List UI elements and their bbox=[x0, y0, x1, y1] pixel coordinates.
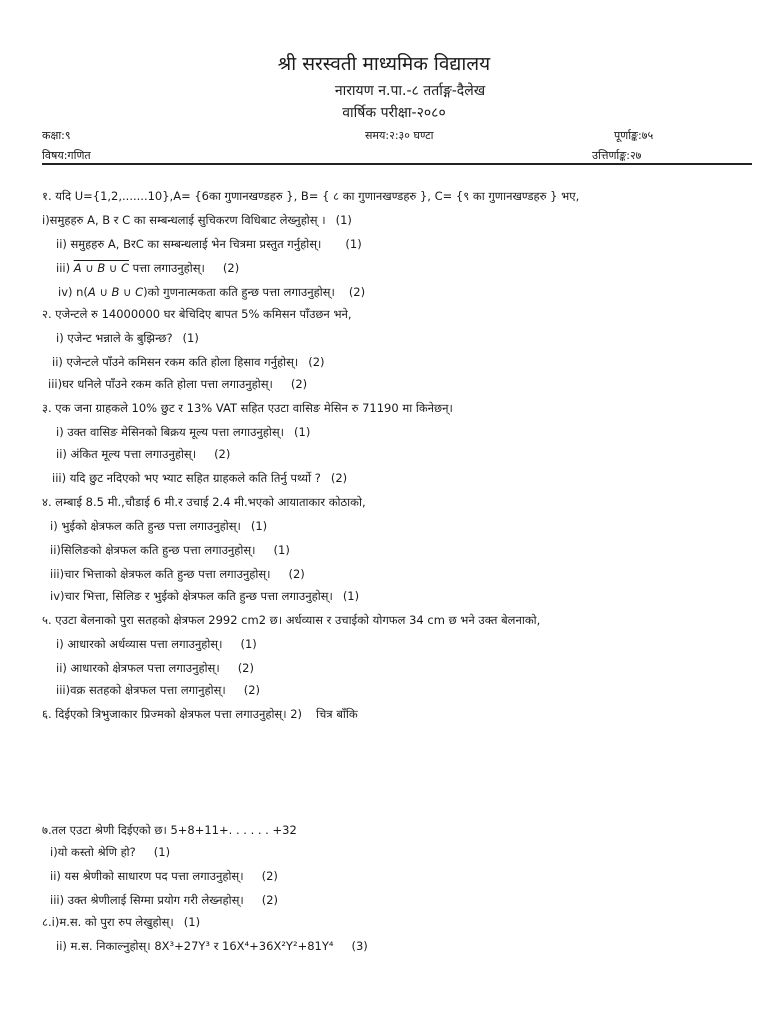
q1-stem: १. यदि U={1,2,.......10},A= {6का गुणानखण्डहरु }, B= { ८ का गुणानखण्डहरु }, C= {९ का गुणानखण्डहरु } भए, bbox=[42, 189, 580, 203]
q4-part-iv-text: iv)चार भित्ता, सिलिङ र भुईको क्षेत्रफल कति हुन्छ पत्ता लगाउनुहोस्। bbox=[50, 589, 333, 603]
q4-part-iv-marks: (1) bbox=[342, 589, 360, 603]
q2-part-i-text: i) एजेन्ट भन्नाले के बुझिन्छ? bbox=[56, 331, 173, 345]
q4-part-i-text: i) भुईको क्षेत्रफल कति हुन्छ पत्ता लगाउनुहोस्। bbox=[50, 519, 241, 533]
q2-stem: २. एजेन्टले रु 14000000 घर बेचिदिए बापत 5% कमिसन पाँउछन भने, bbox=[42, 307, 352, 321]
q2-part-ii-text: ii) एजेन्टले पाँउने कमिसन रकम कति होला हिसाव गर्नुहोस्। bbox=[52, 355, 299, 369]
q1-part-iv-marks: (2) bbox=[348, 285, 366, 299]
q1-part-iii-text: पत्ता लगाउनुहोस्। bbox=[132, 261, 205, 275]
q2-part-iii bbox=[48, 376, 307, 392]
q8-stem bbox=[42, 914, 200, 930]
q4-part-ii-marks: (1) bbox=[273, 543, 290, 557]
q7-part-ii-text: ii) यस श्रेणीको साधारण पद पत्ता लगाउनुहोस्। bbox=[50, 869, 244, 883]
q7-part-i bbox=[50, 844, 170, 860]
q1-part-iii-marks: (2) bbox=[222, 261, 240, 275]
q2-part-ii bbox=[52, 354, 325, 370]
q4-part-ii bbox=[50, 542, 290, 558]
q4-part-i bbox=[50, 518, 267, 534]
q2-part-i-marks: (1) bbox=[182, 331, 199, 345]
q1-part-i bbox=[42, 212, 352, 228]
q1-part-i-marks: (1) bbox=[335, 213, 352, 227]
q3-part-iii bbox=[52, 470, 347, 486]
q5-part-i bbox=[56, 636, 257, 652]
q1-part-ii-text: ii) समुहहरु A, BरC का सम्बन्धलाई भेन चित्रमा प्रस्तुत गर्नुहोस्। bbox=[56, 237, 322, 251]
q8-stem-text: ८.i)म.स. को पुरा रुप लेखुहोस्। bbox=[42, 915, 174, 929]
time-label: समय:२:३० घण्टा bbox=[365, 129, 434, 142]
q1-part-iv-label: iv) n( bbox=[58, 285, 88, 299]
q5-part-i-text: i) आधारको अर्धव्यास पत्ता लगाउनुहोस्। bbox=[56, 637, 223, 651]
q6-figure-pending: चित्र बाँकि bbox=[316, 707, 358, 721]
q8-stem-marks: (1) bbox=[183, 915, 201, 929]
q4-part-ii-text: ii)सिलिङको क्षेत्रफल कति हुन्छ पत्ता लगाउनुहोस्। bbox=[50, 543, 256, 557]
q3-part-i-text: i) उक्त वासिङ मेसिनको बिक्रय मूल्य पत्ता लगाउनुहोस्। bbox=[56, 425, 285, 439]
q6-stem-text: ६. दिईएको त्रिभुजाकार प्रिज्मको क्षेत्रफल पत्ता लगाउनुहोस्। 2) bbox=[42, 707, 303, 721]
q1-part-iv-text: )को गुणनात्मकता कति हुन्छ पत्ता लगाउनुहोस्। bbox=[143, 285, 335, 299]
school-name: श्री सरस्वती माध्यमिक विद्यालय bbox=[277, 53, 491, 75]
q8-part-ii bbox=[56, 938, 368, 954]
q5-stem: ५. एउटा बेलनाको पुरा सतहको क्षेत्रफल 2992 cm2 छ। अर्धव्यास र उचाईको योगफल 34 cm छ भने उक्त बेलनाको, bbox=[42, 613, 541, 627]
q5-part-ii-text: ii) आधारको क्षेत्रफल पत्ता लगाउनुहोस्। bbox=[56, 661, 220, 675]
q1-part-ii bbox=[56, 236, 362, 252]
q7-part-iii-text: iii) उक्त श्रेणीलाई सिग्मा प्रयोग गरी लेख्नहोस्। bbox=[50, 893, 244, 907]
q4-part-iv bbox=[50, 588, 359, 604]
q7-part-i-marks: (1) bbox=[153, 845, 171, 859]
q7-part-i-text: i)यो कस्तो श्रेणि हो? bbox=[50, 845, 136, 859]
q4-stem: ४. लम्बाई 8.5 मी.,चौडाई 6 मी.र उचाई 2.4 मी.भएको आयाताकार कोठाको, bbox=[42, 495, 366, 509]
full-marks-label: पूर्णाङ्क:७५ bbox=[614, 129, 654, 142]
q7-part-iii-marks: (2) bbox=[261, 893, 279, 907]
q5-part-ii bbox=[56, 660, 254, 676]
subject-label: विषय:गणित bbox=[42, 149, 91, 162]
q2-part-iii-marks: (2) bbox=[290, 377, 308, 391]
q7-part-ii bbox=[50, 868, 278, 884]
q7-part-ii-marks: (2) bbox=[261, 869, 278, 883]
q3-part-ii bbox=[56, 446, 230, 462]
q5-part-iii-text: iii)वक्र सतहको क्षेत्रफल पत्ता लगानुहोस्। bbox=[56, 683, 226, 697]
q3-part-i bbox=[56, 424, 310, 440]
q2-part-ii-marks: (2) bbox=[308, 355, 325, 369]
q1-part-iv bbox=[58, 284, 365, 300]
q3-part-iii-text: iii) यदि छुट नदिएको भए भ्याट सहित ग्राहकले कति तिर्नु पर्थ्यो ? bbox=[52, 471, 321, 485]
exam-title: वार्षिक परीक्षा-२०८० bbox=[342, 105, 446, 121]
q1-part-iii bbox=[56, 260, 239, 276]
q1-part-iii-label: iii) bbox=[56, 261, 71, 275]
q1-part-ii-marks: (1) bbox=[345, 237, 362, 251]
q5-part-ii-marks: (2) bbox=[237, 661, 254, 675]
q3-part-ii-marks: (2) bbox=[214, 447, 231, 461]
q2-part-iii-text: iii)घर धनिले पाँउने रकम कति होला पत्ता लगाउनुहोस्। bbox=[48, 377, 273, 391]
q3-part-iii-marks: (2) bbox=[330, 471, 348, 485]
q3-stem: ३. एक जना ग्राहकले 10% छुट र 13% VAT सहित एउटा वासिङ मेसिन रु 71190 मा किनेछन्। bbox=[42, 401, 453, 415]
q7-part-iii bbox=[50, 892, 278, 908]
q5-part-iii bbox=[56, 682, 260, 698]
q1-part-iii-expression: A ∪ B ∪ C bbox=[73, 261, 129, 275]
q1-part-iv-expression: A ∪ B ∪ C bbox=[87, 285, 144, 299]
q8-part-ii-marks: (3) bbox=[351, 939, 368, 953]
q4-part-iii-text: iii)चार भित्ताको क्षेत्रफल कति हुन्छ पत्ता लगाउनुहोस्। bbox=[50, 567, 271, 581]
q7-stem: ७.तल एउटा श्रेणी दिईएको छ। 5+8+11+. . . . . . +32 bbox=[42, 823, 297, 837]
q4-part-i-marks: (1) bbox=[250, 519, 268, 533]
class-label: कक्षा:९ bbox=[42, 129, 71, 142]
q3-part-i-marks: (1) bbox=[294, 425, 311, 439]
q5-part-iii-marks: (2) bbox=[243, 683, 261, 697]
q4-part-iii bbox=[50, 566, 305, 582]
q1-part-i-text: i)समुहहरु A, B र C का सम्बन्धलाई सुचिकरण विधिबाट लेख्नुहोस् । bbox=[42, 213, 326, 227]
q6-stem bbox=[42, 706, 358, 722]
header-divider bbox=[42, 163, 752, 165]
q5-part-i-marks: (1) bbox=[240, 637, 257, 651]
q3-part-ii-text: ii) अंकित मूल्य पत्ता लगाउनुहोस्। bbox=[56, 447, 197, 461]
pass-marks-label: उत्तिर्णाङ्क:२७ bbox=[592, 149, 642, 162]
q2-part-i bbox=[56, 330, 199, 346]
q4-part-iii-marks: (2) bbox=[288, 567, 305, 581]
school-address: नारायण न.पा.-८ तर्ताङ्ग-दैलेख bbox=[334, 83, 486, 99]
q8-part-ii-text: ii) म.स. निकाल्नुहोस्। 8X³+27Y³ र 16X⁴+36X²Y²+81Y⁴ bbox=[56, 939, 334, 953]
